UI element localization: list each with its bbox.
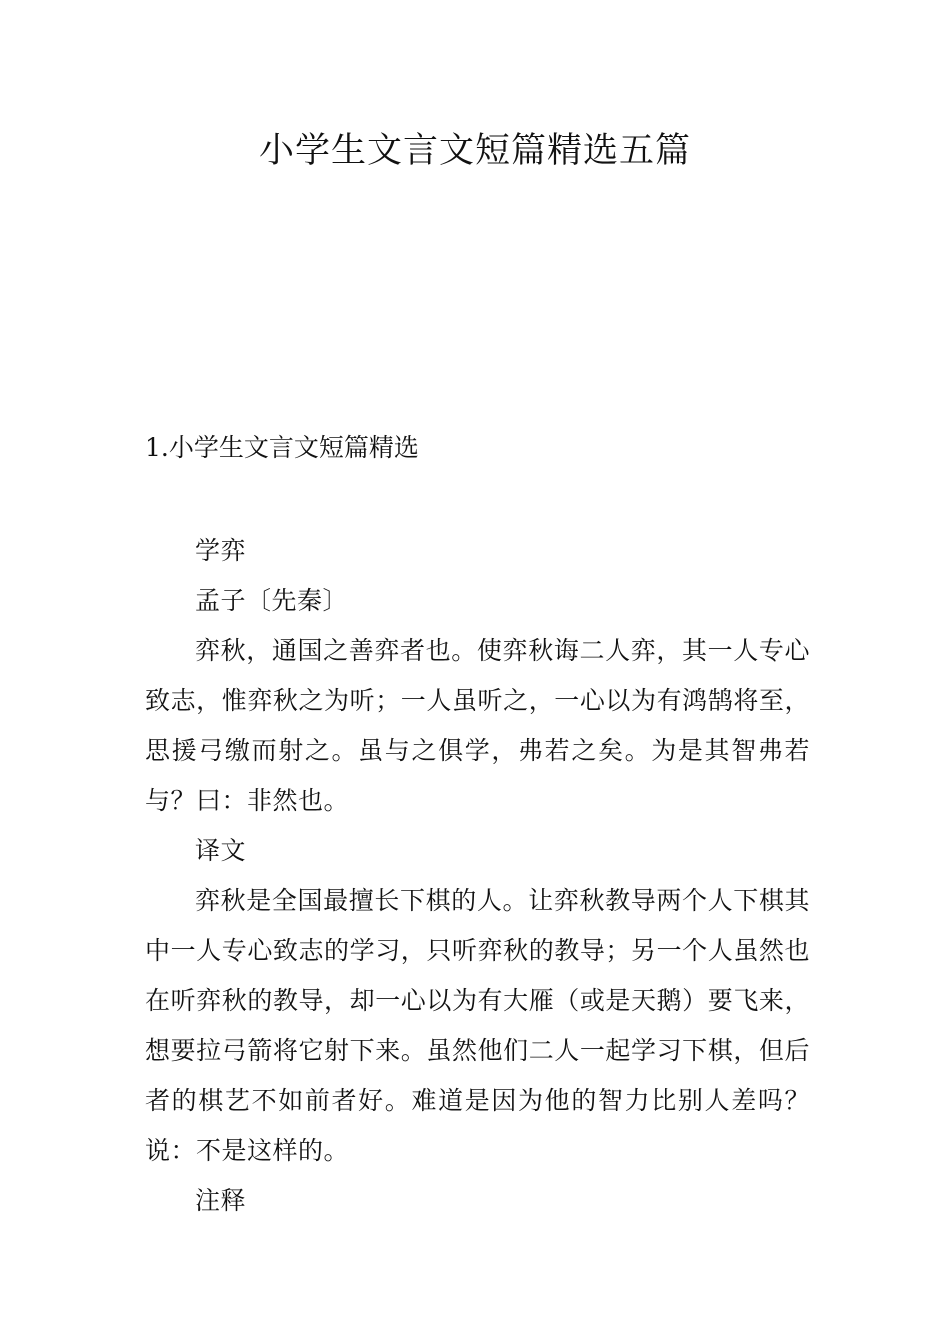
document-title: 小学生文言文短篇精选五篇 <box>258 131 691 171</box>
poem-title: 学弈 <box>195 536 247 565</box>
notes-heading: 注释 <box>195 1186 247 1215</box>
section-heading: 1.小学生文言文短篇精选 <box>145 433 419 462</box>
translation-heading: 译文 <box>195 836 247 865</box>
translation-paragraph: 弈秋是全国最擅长下棋的人。让弈秋教导两个人下棋其中一人专心致志的学习，只听弈秋的教导；另一个人虽然也在听弈秋的教导，却一心以为有大雁（或是天鹅）要飞来，想要拉弓箭将它射下来。虽然他们二人一起学习下棋，但后者的棋艺不如前者好。难道是因为他的智力比别人差吗？说：不是这样的。 <box>145 886 810 1165</box>
poem-author: 孟子〔先秦〕 <box>195 586 349 615</box>
original-text-paragraph: 弈秋，通国之善弈者也。使弈秋诲二人弈，其一人专心致志，惟弈秋之为听；一人虽听之，一心以为有鸿鹄将至，思援弓缴而射之。虽与之俱学，弗若之矣。为是其智弗若与？曰：非然也。 <box>145 636 810 815</box>
document-body <box>145 526 810 1226</box>
